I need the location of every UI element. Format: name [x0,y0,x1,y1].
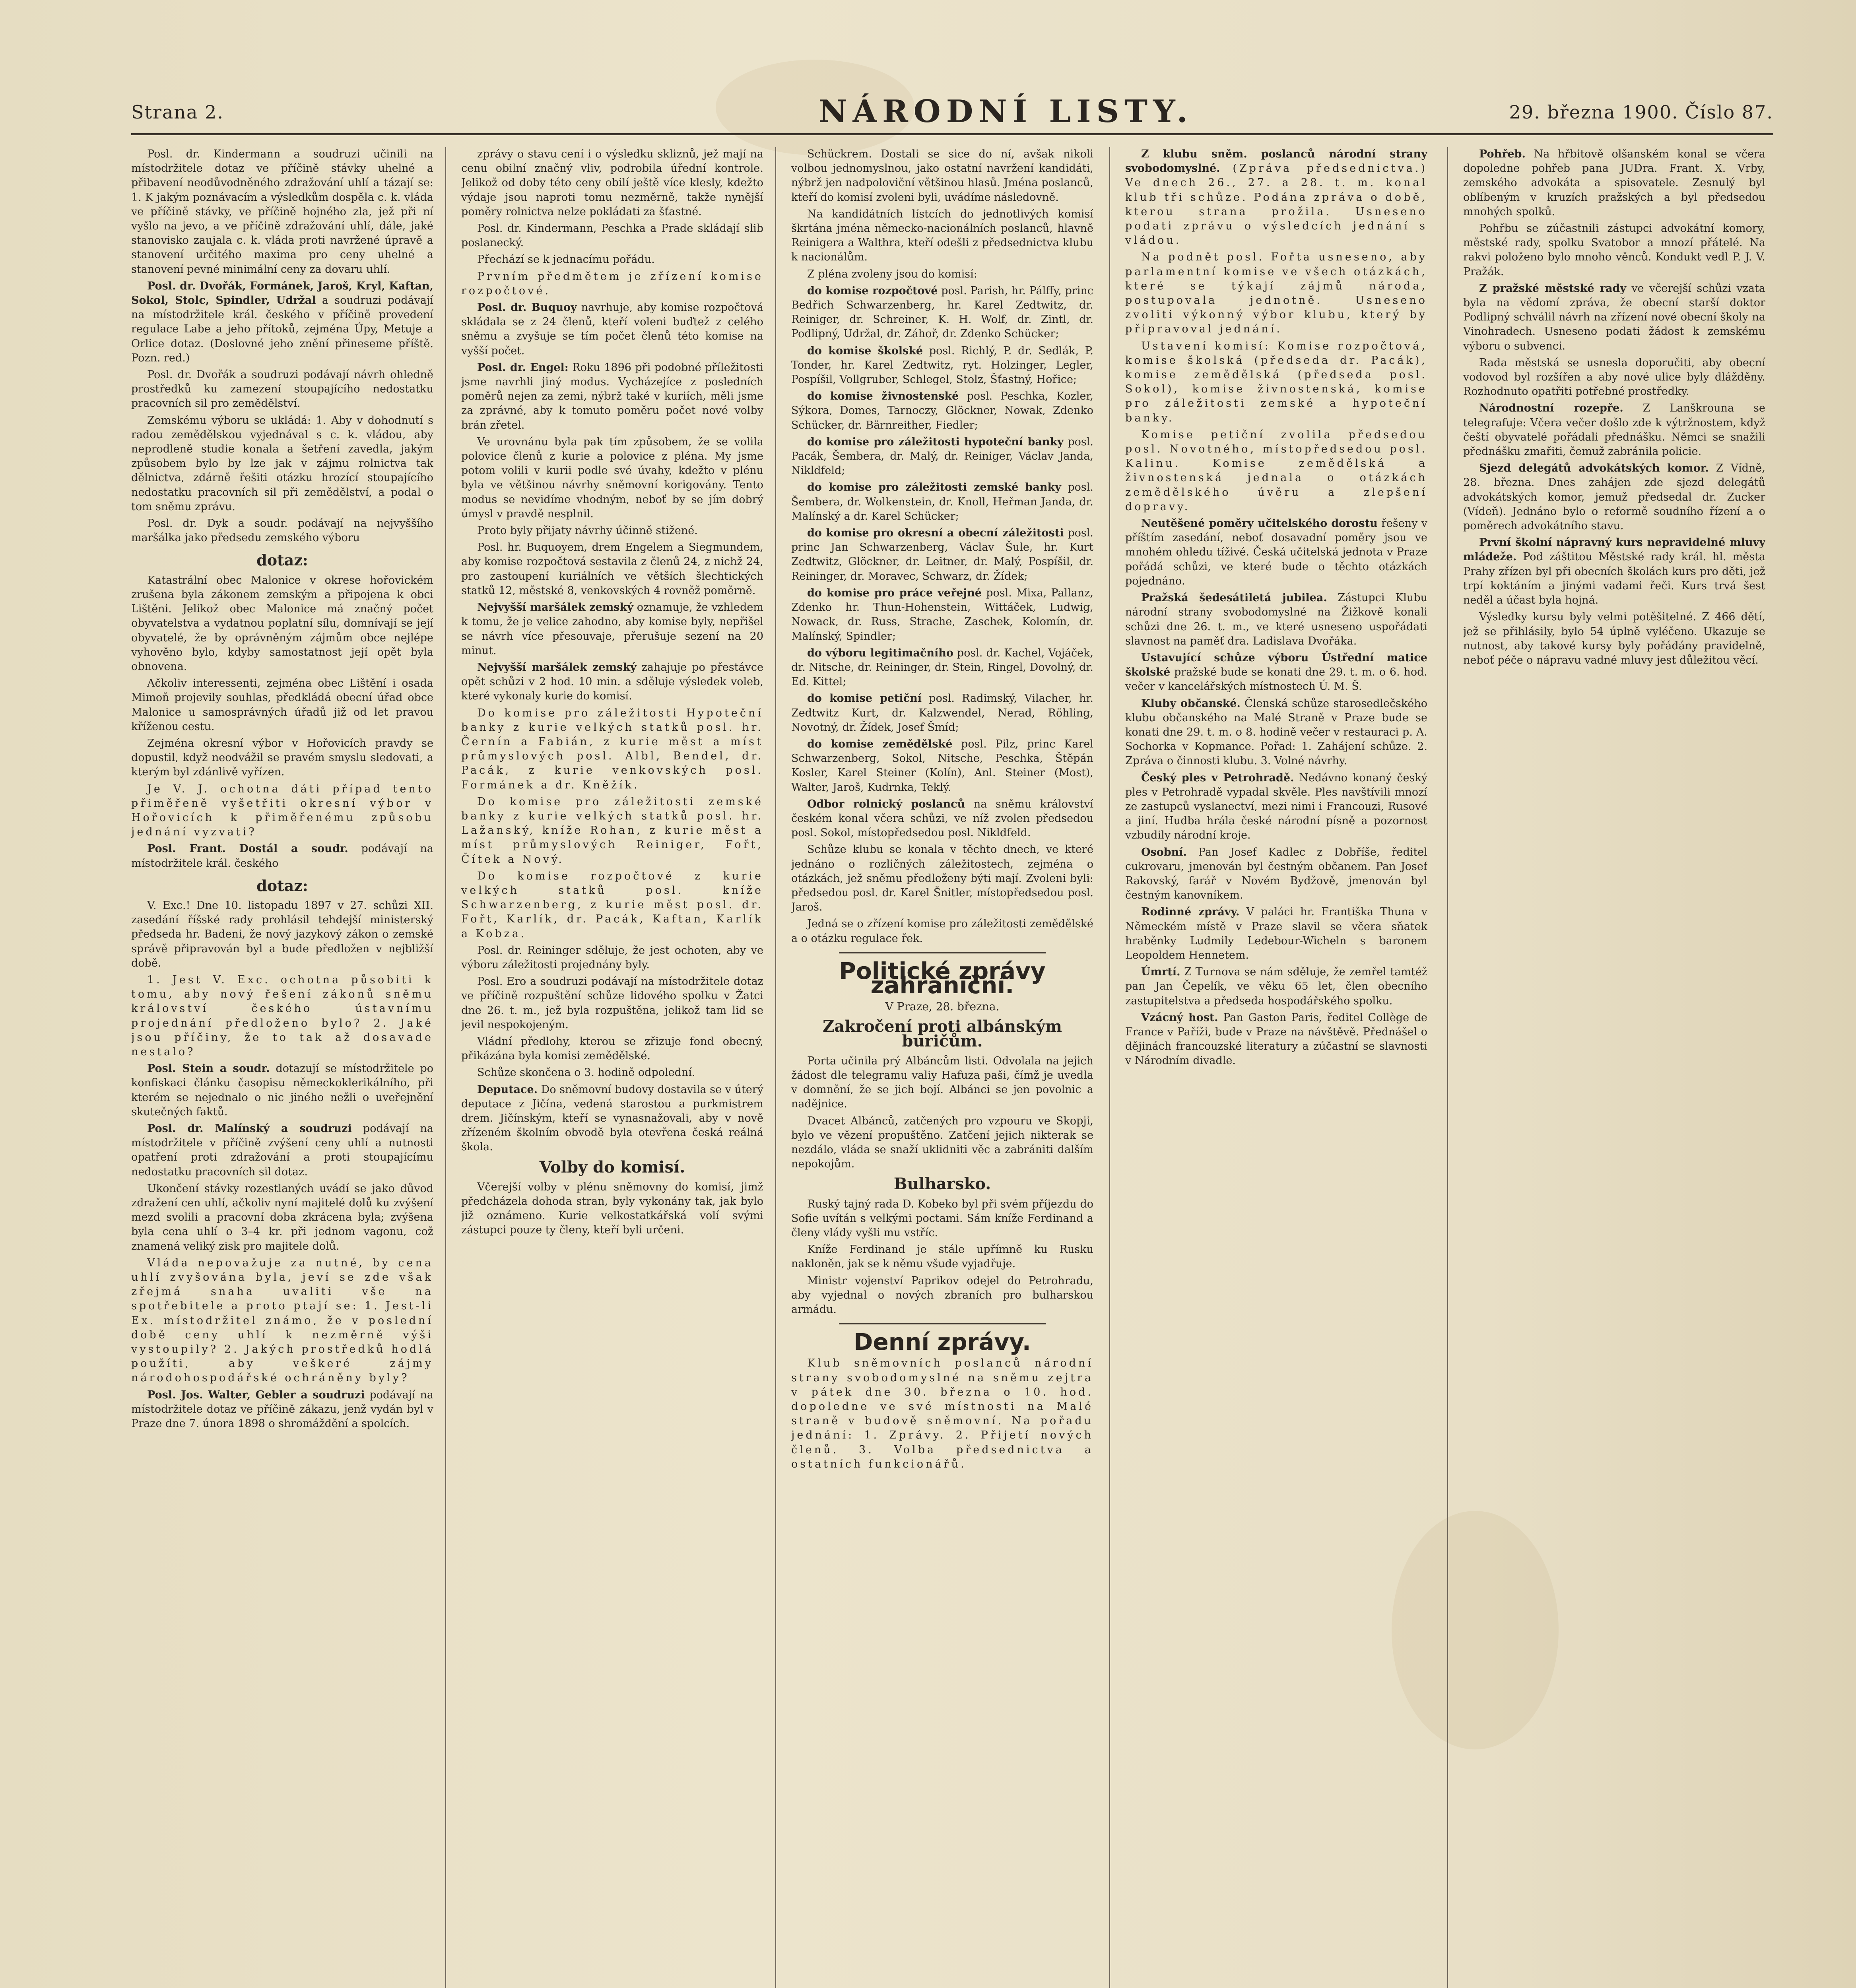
column-rule [775,147,776,1988]
article-paragraph: Schůze skončena o 3. hodině odpolední. [477,1066,695,1079]
section-heading: Denní zprávy. [854,1328,1031,1356]
article-text: Zástupci Klubu národní strany svobodomyslné na Žižkově konali schůzi dne 26. t. m., ve které usneseno uspořádati slavnost na paměť dra. Ladislava Dvořáka. [1125,592,1427,647]
article-heading: Sjezd delegátů advokátských komor. [1479,462,1709,475]
commission-title: do komise zemědělské [807,738,953,750]
column-rule [1447,147,1448,1988]
article-text: Z Vídně, 28. března. Dnes zahájen zde sjezd delegátů advokátských komor, jemuž předsedal dr. Zucker (Vídeň). Jednáno bylo o reformě soudního řízení a o poměrech advokátního stavu. [1463,462,1765,532]
article-paragraph: Posl. dr. Kindermann, Peschka a Prade skládají slib poslanecký. [461,222,763,249]
article-heading: Pohřeb. [1479,148,1526,160]
commission-title: do komise pro okresní a obecní záležitosti [807,527,1064,540]
article-heading: Nejvyšší maršálek zemský [477,601,633,614]
article-paragraph: zprávy o stavu cení i o výsledku skliznů, jež mají na cenu obilní značný vliv, podrobila úřední kontrole. Jelikož od doby této ceny obilí ještě více klesly, kdežto výdaje jsou naproti tomu nezměrně, takže nynější poměry rolnictva nelze pokládati za šťastné. [461,148,763,218]
article-paragraph [1125,905,1427,963]
commission-entry [791,526,1093,584]
commission-members: posl. Richlý, P. dr. Sedlák, P. Tonder, hr. Karel Zedtwitz, ryt. Holzinger, Legler, Pospíšil, Vollgruber, Schlegel, Stolz, Šťastný, Hořice; [791,344,1093,386]
column-1 [131,147,433,1988]
article-paragraph: Včerejší volby v plénu sněmovny do komisí, jimž předcházela dohoda stran, byly vykonány tak, jak bylo již oznámeno. Kurie velkostatkářská volí svými zástupci pouze ty členy, kteří byli určeni. [461,1180,763,1237]
article-heading: Rodinné zprávy. [1141,906,1240,918]
column-5 [1463,147,1765,1988]
article-paragraph: Do komise pro záležitosti Hypoteční banky z kurie velkých statků posl. hr. Černín a Fabián, z kurie měst a míst průmyslových posl. Albl, Bendel, dr. Pacák, z kurie venkovských posl. Formánek a dr. Kněžík. [461,707,763,791]
commission-entry [791,284,1093,342]
article-paragraph: Ačkoliv interessenti, zejména obec Lištění i osada Mimoň projevily souhlas, předkládá obecní úřad obce Malonice u samosprávných úřadů již od let pravou kříženou cestu. [131,677,433,733]
article-heading: Ustavující schůze výboru Ústřední matice školské [1125,651,1427,679]
article-text: Pod záštitou Městské rady král. hl. města Prahy zřízen byl při obecních školách kurs pro děti, jež trpí koktáním a jinými vadami řeči. Kurs trvá šest neděl a účast byla hojná. [1463,551,1765,607]
article-heading: Osobní. [1141,846,1187,858]
article-paragraph: Posl. dr. Kindermann a soudruzi učinili na místodržitele dotaz ve příčině stávky uhelné a přibavení neodůvodněného zdražování uhlí a tázají se: 1. K jakým poznávacím a výsledkům dospěla c. k. vláda ve příčině stávky, ve příčině hojného zla, jež při ní vyšlo na jevo, a ve příčině zdražování uhlí, dále, jaké stanovisko zaujala c. k. vláda proti navržené úpravě a stanovení určitého maxima pro ceny uhelné a stanovení pevné minimální ceny za dovaru uhlí. [131,148,433,276]
section-divider [839,952,1046,953]
commission-entry [791,646,1093,689]
article-text: Pan Josef Kadlec z Dobříše, ředitel cukrovaru, jmenován byl čestným občanem. Pan Josef Rakovský, farář v Novém Bydžově, jmenován byl čestným kanovníkem. [1125,846,1427,902]
article-paragraph: Jedná se o zřízení komise pro záležitosti zemědělské a o otázku regulace řek. [791,918,1093,945]
article-paragraph: Ustavení komisí: Komise rozpočtová, komise školská (předseda dr. Pacák), komise zemědělská (předseda posl. Sokol), komise živnostenská, komise pro záležitosti zemské a hypoteční banky. [1125,340,1427,424]
commission-members: posl. Pilz, princ Karel Schwarzenberg, Sokol, Nitsche, Peschka, Štěpán Kosler, Karel Steiner (Kolín), Anl. Steiner (Most), Walter, Jaroš, Kudrnka, Teklý. [791,738,1093,794]
article-paragraph: Na podnět posl. Fořta usneseno, aby parlamentní komise ve všech otázkách, které se týkají zájmů národa, postupovala jednotně. Usneseno zvoliti výkonný výbor klubu, který by připravoval jednání. [1125,251,1427,336]
article-paragraph: Prvním předmětem je zřízení komise rozpočtové. [461,270,763,297]
article-heading: Posl. dr. Malínský a soudruzi [147,1122,352,1135]
article-text: Z Turnova se nám sděluje, že zemřel tamtéž pan Jan Čepelík, ve věku 65 let, člen obecního zastupitelstva a předseda hospodářského spolku. [1125,966,1427,1007]
article-paragraph: Z pléna zvoleny jsou do komisí: [807,268,977,280]
article-heading: Bulharsko. [893,1175,991,1194]
article-paragraph [461,301,763,358]
article-paragraph: 1. Jest V. Exc. ochotna působiti k tomu, aby nový řešení zákonů sněmu království českého ústavnímu projednání předloženo bylo? 2. Jaké jsou příčiny, že to tak až dosavade nestalo? [131,973,433,1058]
article-paragraph: Posl. Ero a soudruzi podávají na místodržitele dotaz ve příčině rozpuštění schůze lidového spolku v Žatci dne 26. t. m., jež byla rozpuštěna, jelikož tam lid se jevil nespokojeným. [461,975,763,1031]
article-paragraph [1125,1011,1427,1068]
commission-entry [791,480,1093,524]
column-2 [461,147,763,1988]
article-text: Z Lanškrouna se telegrafuje: Včera večer došlo zde k výtržnostem, když čeští obyvatelé pořádali přednášku. Němci se snažili přednášku zmařiti, čemuž zabránila policie. [1463,402,1765,458]
commission-members: posl. dr. Kachel, Vojáček, dr. Nitsche, dr. Reininger, dr. Stein, Ringel, Dovolný, dr. Ed. Kittel; [791,646,1093,688]
issue-date: 29. března 1900. Číslo 87. [1509,101,1773,123]
article-heading: Posl. dr. Dvořák, Formánek, Jaroš, Kryl, Kaftan, Sokol, Stolc, Spindler, Udržal [131,280,433,307]
article-paragraph [1125,845,1427,903]
article-paragraph [1125,591,1427,648]
commission-members: posl. Peschka, Kozler, Sýkora, Domes, Tarnoczy, Glöckner, Nowak, Zdenko Schücker, dr. Bärnreither, Fiedler; [791,390,1093,431]
article-paragraph: Ruský tajný rada D. Kobeko byl při svém příjezdu do Sofie uvítán s velkými poctami. Sám kníže Ferdinand a členy vlády vyšli mu vstříc. [791,1198,1093,1239]
article-paragraph [461,1083,763,1155]
article-paragraph [1125,651,1427,694]
commission-entry [791,435,1093,478]
page-number: Strana 2. [131,101,224,123]
article-heading: Posl. Jos. Walter, Gebler a soudruzi [147,1388,365,1401]
commission-entry [791,691,1093,735]
article-paragraph: Posl. dr. Dvořák a soudruzi podávají návrh ohledně prostředků ku zamezení stoupajícího nedostatku pracovních sil pro zemědělství. [131,369,433,410]
section-heading: Politické zprávy zahraniční. [839,957,1046,999]
column-4 [1125,147,1427,1988]
article-text: Pan Gaston Paris, ředitel Collège de France v Paříži, bude v Praze na návštěvě. Přednášel o dějinách francouzské literatury a zúčastní se slavnosti v Národním divadle. [1125,1011,1427,1067]
article-paragraph: Komise petiční zvolila předsedou posl. Novotného, místopředsedou posl. Kalinu. Komise zemědělská a živnostenská jednala o otázkách zemědělského úvěru a zlepšení dopravy. [1125,428,1427,513]
section-divider [839,1323,1046,1324]
commission-title: do komise pro záležitosti zemské banky [807,481,1061,494]
article-paragraph: V. Exc.! Dne 10. listopadu 1897 v 27. schůzi XII. zasedání říšské rady prohlásil tehdejší ministerský předseda hr. Badeni, že nový jazykový zákon o zemské správě připravován byl a bude předložen v nejbližší době. [131,899,433,969]
article-heading: Deputace. [477,1083,538,1096]
article-paragraph: Vládní předlohy, kterou se zřizuje fond obecný, přikázána byla komisi zemědělské. [461,1035,763,1062]
article-paragraph [461,361,763,433]
article-heading: Vzácný host. [1141,1011,1218,1024]
column-rule [445,147,446,1988]
article-paragraph: Ukončení stávky rozestlaných uvádí se jako důvod zdražení cen uhlí, ačkoliv nyní majitelé dolů ku zvýšení mezd svolili a pracovní doba zkrácena byla; zvýšena byla cena uhlí o 3–4 kr. při jednom vagonu, což znamená veliký zisk pro majitele dolů. [131,1182,433,1252]
article-paragraph [131,1122,433,1179]
article-text: navrhuje, aby komise rozpočtová skládala se z 24 členů, kteří voleni buďtež z celého sněmu a zvyšuje se tím počet členů této komise na vyšší počet. [461,301,763,357]
commission-members: posl. Šembera, dr. Wolkenstein, dr. Knoll, Heřman Janda, dr. Malínský a dr. Karel Schücker; [791,481,1093,522]
column-3 [791,147,1093,1988]
article-paragraph: Pohřbu se zúčastnili zástupci advokátní komory, městské rady, spolku Svatobor a mnozí přátelé. Na rakvi položeno bylo mnoho věnců. Kondukt vedl P. J. V. Pražák. [1463,222,1765,278]
article-text: ve včerejší schůzi vzata byla na vědomí zpráva, že obecní starší doktor Podlipný schválil návrh na zřízení nové obecní školy na Vinohradech. Usneseno podati žádost k zemskému výboru o subvenci. [1463,282,1765,352]
article-paragraph: Katastrální obec Malonice v okrese hořovickém zrušena byla zákonem zemským a připojena k obci Lištěni. Jelikož obec Malonice má značný počet obyvatelstva a vydatnou poplatní sílu, domnívají se její obyvatelé, že by oprávněným zájmům obce nejlépe vyhověno bylo, kdyby samostatnost její opět byla obnovena. [131,574,433,673]
article-paragraph [1125,147,1427,248]
article-text: zahajuje po přestávce opět schůzi v 2 hod. 10 min. a sděluje výsledek voleb, které vykonaly kurie do komisí. [461,661,763,703]
commission-title: do komise živnostenské [807,390,959,403]
article-paragraph: Přechází se k jednacímu pořádu. [477,253,655,266]
article-text: Členská schůze starosedlečského klubu občanského na Malé Straně v Praze bude se konati dne 29. t. m. o 8. hodině večer v restauraci p. A. Sochorka v Kopmance. Pořad: 1. Zahájení schůze. 2. Zpráva o činnosti klubu. 3. Volné návrhy. [1125,697,1427,767]
article-paragraph: Posl. dr. Reininger sděluje, že jest ochoten, aby ve výboru záležitosti projednány byly. [461,944,763,971]
article-paragraph: Zemskému výboru se ukládá: 1. Aby v dohodnutí s radou zemědělskou vyjednával s c. k. vládou, aby neprodleně studie konala a šetření zavedla, jakým způsobem bylo by lze jak v zájmu rolnictva tak dělnictva, zdárně řešiti otázku hrozící stoupajícího nedostatku pracovních sil při zemědělství, a podal o tom sněmu zprávu. [131,414,433,513]
article-heading: Kluby občanské. [1141,697,1241,710]
article-paragraph [131,1062,433,1119]
article-heading: dotaz: [256,876,308,895]
commission-title: do komise petiční [807,692,922,705]
article-heading: Zakročení proti albánským buričům. [823,1017,1062,1050]
article-paragraph: Je V. J. ochotna dáti případ tento přiměřeně vyšetřiti okresní výbor v Hořovicích k přiměřenému způsobu jednání vyzvati? [131,782,433,839]
article-text: Roku 1896 při podobné příležitosti jsme navrhli jiný modus. Vycházejíce z posledních poměrů nejen za zemi, nýbrž také v kuriích, měli jsme za zprávné, aby k tomuto poměru počet nové volby brán zřetel. [461,361,763,431]
article-text: na sněmu království českém konal včera schůzi, ve níž zvolen předsedou posl. Sokol, místopředsedou posl. Nikldfeld. [791,798,1093,839]
article-heading: Z pražské městské rady [1479,282,1627,295]
commission-title: do výboru legitimačního [807,646,953,659]
commission-members: posl. Mixa, Pallanz, Zdenko hr. Thun-Hohenstein, Wittáček, Ludwig, Nowack, dr. Russ, Strache, Zaschek, Kolomín, dr. Malínský, Spindler; [791,586,1093,643]
article-paragraph: Schückrem. Dostali se sice do ní, avšak nikoli volbou jednomyslnou, jako ostatní navržení kandidáti, nýbrž jen nadpoloviční většinou hlasů. Jména poslanců, kteří do komisí zvoleni byli, uvádíme následovně. [791,148,1093,204]
article-paragraph [1125,965,1427,1008]
article-text: a soudruzi podávají na místodržitele král. českého v příčině provedení regulace Labe a jeho přítoků, zejména Úpy, Metuje a Orlice dotaz. (Doslovné jeho znění přineseme příště. Pozn. red.) [131,294,433,364]
article-paragraph [791,797,1093,841]
article-text: V paláci hr. Františka Thuna v Německém místě v Praze slavil se včera sňatek hraběnky Ludmily Ledebour-Wicheln s baronem Leopoldem Hennetem. [1125,906,1427,961]
article-paragraph [461,600,763,658]
article-text: dotazují se místodržitele po konfiskaci článku časopisu německoklerikálního, při kterém se nejednalo o nic jiného nežli o uveřejnění skutečných faktů. [131,1062,433,1118]
article-paragraph [1463,282,1765,353]
article-text: Nedávno konaný český ples v Petrohradě vypadal skvěle. Ples navštívili mnozí ze zastupců vyslanectví, mezi nimi i Francouzi, Rusové a jiní. Hudba hrála české národní písně a pozornost vzbudily národní kroje. [1125,771,1427,842]
article-paragraph: Vláda nepovažuje za nutné, by cena uhlí zvyšována byla, jeví se zde však zřejmá snaha uvaliti vše na spotřebitele a proto ptají se: 1. Jest-li Ex. místodržitel známo, že v poslední době ceny uhlí k nezměrně výši vystoupily? 2. Jakých prostředků hodlá použíti, aby veškeré zájmy národohospodářské ochráněny byly? [131,1256,433,1384]
column-rule [1109,147,1110,1988]
section-heading: Volby do komisí. [539,1157,685,1176]
article-paragraph [461,660,763,704]
article-heading: dotaz: [256,551,308,569]
article-paragraph: Rada městská se usnesla doporučiti, aby obecní vodovod byl rozšířen a aby nové ulice byly dlážděny. Rozhodnuto opatřiti potřebné prostředky. [1463,356,1765,398]
commission-entry [791,586,1093,644]
article-paragraph: Ministr vojenství Paprikov odejel do Petrohradu, aby vyjednal o nových zbraních pro bulharskou armádu. [791,1274,1093,1316]
article-paragraph: Dvacet Albánců, zatčených pro vzpouru ve Skopji, bylo ve vězení propuštěno. Zatčení jejich nikterak se nezdálo, vláda se snaží uklidniti věc a zabrániti dalším nepokojům. [791,1114,1093,1171]
article-paragraph: Do komise rozpočtové z kurie velkých statků posl. kníže Schwarzenberg, z kurie měst posl. dr. Fořt, Karlík, dr. Pacák, Kaftan, Karlík a Kobza. [461,870,763,940]
article-heading: Nejvyšší maršálek zemský [477,661,637,674]
article-heading: Pražská šedesátiletá jubilea. [1141,592,1327,604]
article-text: oznamuje, že vzhledem k tomu, že je velice zahodno, aby komise byly, nepřišel se návrh více přesouvaje, přerušuje sezení na 20 minut. [461,601,763,657]
commission-members: posl. Parish, hr. Pálffy, princ Bedřich Schwarzenberg, hr. Karel Zedtwitz, dr. Reiniger, dr. Schreiner, K. H. Wolf, dr. Zintl, dr. Podlipný, Udržal, dr. Záhoř, dr. Zdenko Schücker; [791,284,1093,340]
article-text: řešeny v příštím zasedání, neboť dosavadní poměry jsou ve mnohém ohledu tíživé. Česká učitelská jednota v Praze pořádá schůzi, ve které bude o těchto otázkách pojednáno. [1125,517,1427,587]
article-paragraph [1125,516,1427,588]
commission-entry [791,389,1093,433]
article-heading: Posl. Stein a soudr. [147,1062,270,1075]
commission-members: posl. Pacák, Šembera, dr. Malý, dr. Reiniger, Václav Janda, Nikldfeld; [791,435,1093,477]
article-paragraph: Proto byly přijaty návrhy účinně stižené. [477,524,698,537]
article-paragraph [1463,536,1765,608]
article-text: podávají na místodržitele v příčině zvýšení ceny uhlí a nutnosti opatření proti zdražování a proti stoupajícímu nedostatku pracovních sil dotaz. [131,1122,433,1178]
article-paragraph: Na kandidátních lístcích do jednotlivých komisí škrtána jména německo-nacionálních poslanců, hlavně Reinigera a Walthra, kteří odešli z předsednictva klubu k nacionálům. [791,208,1093,264]
article-text: (Zpráva předsednictva.) Ve dnech 26., 27. a 28. t. m. konal klub tři schůze. Podána zpráva o době, kterou strana prožila. Usneseno podati zprávu o výsledcích jednání s vládou. [1125,162,1427,247]
commission-members: posl. princ Jan Schwarzenberg, Václav Šule, hr. Kurt Zedtwitz, Glöckner, dr. Leitner, dr. Malý, Pospíšil, dr. Reininger, dr. Moravec, Schwarz, dr. Žídek; [791,527,1093,582]
article-paragraph [1125,771,1427,843]
commission-entry [791,737,1093,795]
article-paragraph: Porta učinila prý Albáncům listi. Odvolala na jejich žádost dle telegramu valiy Hafuza paši, čímž je uvedla v domnění, že se jich bojí. Albánci se jen povolnic a nadějnice. [791,1054,1093,1110]
article-paragraph: Zejména okresní výbor v Hořovicích pravdy se dopustil, když neodvážil se pravém smyslu sledovati, a kterým byl zdánlivě vyřízen. [131,737,433,779]
article-paragraph: Ve urovnánu byla pak tím způsobem, že se volila polovice členů z kurie a polovice z pléna. My jsme potom volili v kurii podle své úvahy, kdežto v plénu byla ve většinou návrhy sněmovní korigovány. Tento modus se nevidíme vhodným, neboť by se jím dobrý úmysl v pravdě nesplnil. [461,435,763,520]
article-paragraph [131,279,433,365]
article-text: podávají na místodržitele král. českého [131,843,433,870]
article-paragraph: Posl. dr. Dyk a soudr. podávají na nejvyššího maršálka jako předsedu zemského výboru [131,517,433,544]
article-paragraph: Do komise pro záležitosti zemské banky z kurie velkých statků posl. hr. Lažanský, kníže Rohan, z kurie měst a míst průmyslových Reiniger, Fořt, Čítek a Nový. [461,795,763,866]
article-heading: Neutěšené poměry učitelského dorostu [1141,517,1378,530]
commission-members: posl. Radimský, Vilacher, hr. Zedtwitz Kurt, dr. Kalzwendel, Nerad, Röhling, Novotný, dr. Žídek, Josef Šmíd; [791,692,1093,734]
article-heading: Posl. dr. Buquoy [477,301,577,314]
article-text: Do sněmovní budovy dostavila se v úterý deputace z Jičína, vedená starostou a purkmistrem drem. Jičínským, kteří se vynasnažovali, aby v nově zřízeném školním obvodě byla otevřena česká reálná škola. [461,1083,763,1153]
article-paragraph [131,1388,433,1431]
article-paragraph [1463,147,1765,219]
article-paragraph [1463,461,1765,533]
article-paragraph: Schůze klubu se konala v těchto dnech, ve které jednáno o rozličných záležitostech, zejména o otázkách, jež sněmu předloženy býti mají. Zvoleni byli: předsedou posl. dr. Karel Šnitler, místopředsedou posl. Jaroš. [791,843,1093,914]
article-heading: Z klubu sněm. poslanců národní strany svobodomyslné. [1125,148,1427,175]
commission-title: do komise pro práce veřejné [807,586,982,599]
article-heading: První školní nápravný kurs nepravidelné mluvy mládeže. [1463,536,1765,563]
article-text: pražské bude se konati dne 29. t. m. o 6. hod. večer v kancelářských místnostech Ú. M. Š. [1125,666,1427,693]
commission-title: do komise školské [807,344,923,357]
article-heading: Národnostní rozepře. [1479,402,1623,415]
commission-title: do komise pro záležitosti hypoteční banky [807,435,1064,448]
article-text: Na hřbitově olšanském konal se včera dopoledne pohřeb pana JUDra. Frant. X. Vrby, zemského advokáta a spisovatele. Zesnulý byl oblíbeným v kruzích pražských a byl předsedou mnohých spolků. [1463,148,1765,218]
newspaper-title: NÁRODNÍ LISTY. [819,93,1193,130]
article-paragraph [1125,697,1427,769]
article-heading: Odbor rolnický poslanců [807,798,965,810]
article-text: podávají na místodržitele dotaz ve příčině zákazu, jenž vydán byl v Praze dne 7. února 1898 o shromáždění a spolcích. [131,1388,433,1430]
article-heading: Český ples v Petrohradě. [1141,771,1294,784]
article-heading: Posl. Frant. Dostál a soudr. [147,843,348,855]
article-paragraph: Posl. hr. Buquoyem, drem Engelem a Siegmundem, aby komise rozpočtová sestavila z členů 24, z nichž 24, pro zastoupení kuriálních ve větších šlechtických statků 12, městské 8, venkovských 4 rovněž poměrně. [461,541,763,597]
masthead [131,89,1773,135]
dateline: V Praze, 28. března. [885,1000,1000,1013]
article-paragraph: Kníže Ferdinand je stále upřímně ku Rusku nakloněn, jak se k němu všude vyjadřuje. [791,1243,1093,1270]
article-paragraph: Výsledky kursu byly velmi potěšitelné. Z 466 dětí, jež se přihlásily, bylo 54 úplně vyléčeno. Ukazuje se nutnost, aby takové kursy byly pořádány pravidelně, neboť péče o nápravu vadné mluvy jest důležitou věcí. [1463,611,1765,666]
commission-entry [791,344,1093,387]
article-heading: Posl. dr. Engel: [477,361,569,374]
article-heading: Úmrtí. [1141,966,1180,978]
article-paragraph: Klub sněmovních poslanců národní strany svobodomyslné na sněmu zejtra v pátek dne 30. března o 10. hod. dopoledne ve své místnosti na Malé straně v budově sněmovní. Na pořadu jednání: 1. Zprávy. 2. Přijetí nových členů. 3. Volba předsednictva a ostatních funkcionářů. [791,1357,1093,1470]
article-paragraph [131,842,433,870]
article-paragraph [1463,401,1765,459]
commission-title: do komise rozpočtové [807,284,938,297]
